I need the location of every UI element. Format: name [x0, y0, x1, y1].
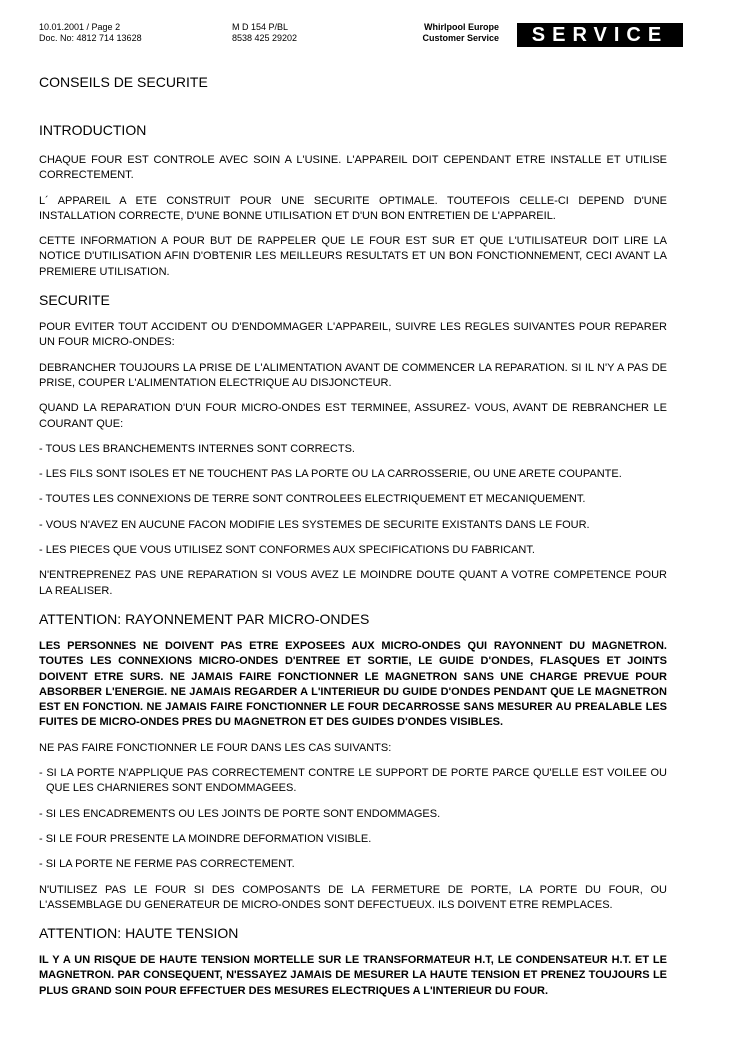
list-item: - SI LA PORTE N'APPLIQUE PAS CORRECTEMENT CONTRE LE SUPPORT DE PORTE PARCE QU'ELLE EST VOILEE OU QUE LES CHARNIERES SONT ENDOMMAGEES. — [39, 767, 667, 795]
section-heading-introduction: INTRODUCTION — [39, 122, 147, 138]
header-company — [417, 22, 499, 44]
list-item: - LES FILS SONT ISOLES ET NE TOUCHENT PAS LA PORTE OU LA CARROSSERIE, OU UNE ARETE COUPANTE. — [39, 468, 622, 481]
section-heading-securite: SECURITE — [39, 292, 110, 309]
list-item: - SI LA PORTE NE FERME PAS CORRECTEMENT. — [39, 858, 295, 871]
list-item: - VOUS N'AVEZ EN AUCUNE FACON MODIFIE LES SYSTEMES DE SECURITE EXISTANTS DANS LE FOUR. — [39, 518, 590, 531]
list-item: - SI LES ENCADREMENTS OU LES JOINTS DE PORTE SONT ENDOMMAGES. — [39, 807, 441, 820]
document-body — [39, 74, 667, 1009]
paragraph: POUR EVITER TOUT ACCIDENT OU D'ENDOMMAGER L'APPAREIL, SUIVRE LES REGLES SUIVANTES POUR REPARER UN FOUR MICRO-ONDES: — [39, 321, 667, 349]
date-page: 10.01.2001 / Page 2 — [39, 22, 121, 32]
page-header — [39, 22, 709, 50]
list-item: - TOUS LES BRANCHEMENTS INTERNES SONT CORRECTS. — [39, 442, 355, 455]
warning-paragraph: LES PERSONNES NE DOIVENT PAS ETRE EXPOSEES AUX MICRO-ONDES QUI RAYONNENT DU MAGNETRON. TOUTES LES CONNEXIONS MICRO-ONDES D'ENTREE ET SORTIE, LE GUIDE D'ONDES, FLASQUES ET JOINTS DOIVENT ETRE SURS. NE JAMAIS FAIRE FONCTIONNER LE MAGNETRON SANS UNE CHARGE PREVUE POUR ABSORBER L'ENERGIE. NE JAMAIS REGARDER A L'INTERIEUR DU GUIDE D'ONDES PENDANT QUE LE MAGNETRON EST EN FONCTION. NE JAMAIS FAIRE FONCTIONNER LE FOUR DECARROSSE SANS MESURER AU PREALABLE LES FUITES DE MICRO-ONDES PRES DU MAGNETRON ET DES GUIDES D'ONDES VISIBLES. — [39, 639, 667, 729]
department-name: Customer Service — [422, 33, 499, 43]
warning-paragraph: IL Y A UN RISQUE DE HAUTE TENSION MORTELLE SUR LE TRANSFORMATEUR H.T, LE CONDENSATEUR H.T. ET LE MAGNETRON. PAR CONSEQUENT, N'ESSAYEZ JAMAIS DE MESURER LA HAUTE TENSION ET PRENEZ TOUJOURS LE PLUS GRAND SOIN POUR EFFECTUER DES MESURES ELECTRIQUES A L'INTERIEUR DU FOUR. — [39, 954, 667, 997]
list-item: - LES PIECES QUE VOUS UTILISEZ SONT CONFORMES AUX SPECIFICATIONS DU FABRICANT. — [39, 544, 535, 557]
page-title: CONSEILS DE SECURITE — [39, 74, 208, 90]
paragraph: N'ENTREPRENEZ PAS UNE REPARATION SI VOUS AVEZ LE MOINDRE DOUTE QUANT A VOTRE COMPETENCE POUR LA REALISER. — [39, 569, 667, 597]
paragraph: DEBRANCHER TOUJOURS LA PRISE DE L'ALIMENTATION AVANT DE COMMENCER LA REPARATION. SI IL N'Y A PAS DE PRISE, COUPER L'ALIMENTATION ELECTRIQUE AU DISJONCTEUR. — [39, 361, 667, 389]
section-heading-rayonnement: ATTENTION: RAYONNEMENT PAR MICRO-ONDES — [39, 610, 370, 627]
list-item: - SI LE FOUR PRESENTE LA MOINDRE DEFORMATION VISIBLE. — [39, 832, 372, 845]
list-item: - TOUTES LES CONNEXIONS DE TERRE SONT CONTROLEES ELECTRIQUEMENT ET MECANIQUEMENT. — [39, 493, 586, 506]
paragraph: N'UTILISEZ PAS LE FOUR SI DES COMPOSANTS DE LA FERMETURE DE PORTE, LA PORTE DU FOUR, OU L'ASSEMBLAGE DU GENERATEUR DE MICRO-ONDES SONT DEFECTUEUX. ILS DOIVENT ETRE REMPLACES. — [39, 883, 667, 911]
part-number: 8538 425 29202 — [232, 33, 298, 43]
paragraph: NE PAS FAIRE FONCTIONNER LE FOUR DANS LES CAS SUIVANTS: — [39, 741, 392, 754]
service-badge: SERVICE — [517, 23, 683, 47]
header-doc-info — [39, 22, 142, 44]
company-name: Whirlpool Europe — [424, 22, 499, 32]
paragraph: CETTE INFORMATION A POUR BUT DE RAPPELER QUE LE FOUR EST SUR ET QUE L'UTILISATEUR DOIT LIRE LA NOTICE D'UTILISATION AFIN D'OBTENIR LES MEILLEURS RESULTATS ET UN BON FONCTIONNEMENT, CECI AVANT LA PREMIERE UTILISATION. — [39, 235, 667, 278]
paragraph: L´ APPAREIL A ETE CONSTRUIT POUR UNE SECURITE OPTIMALE. TOUTEFOIS CELLE-CI DEPEND D'UNE INSTALLATION CORRECTE, D'UNE BONNE UTILISATION ET D'UN BON ENTRETIEN DE L'APPAREIL. — [39, 194, 667, 222]
header-model-info — [232, 22, 297, 44]
section-heading-haute-tension: ATTENTION: HAUTE TENSION — [39, 925, 239, 942]
doc-number: Doc. No: 4812 714 13628 — [39, 33, 142, 43]
paragraph: CHAQUE FOUR EST CONTROLE AVEC SOIN A L'USINE. L'APPAREIL DOIT CEPENDANT ETRE INSTALLE ET UTILISE CORRECTEMENT. — [39, 154, 667, 182]
model-number: M D 154 P/BL — [232, 22, 289, 32]
paragraph: QUAND LA REPARATION D'UN FOUR MICRO-ONDES EST TERMINEE, ASSUREZ- VOUS, AVANT DE REBRANCHER LE COURANT QUE: — [39, 402, 667, 430]
